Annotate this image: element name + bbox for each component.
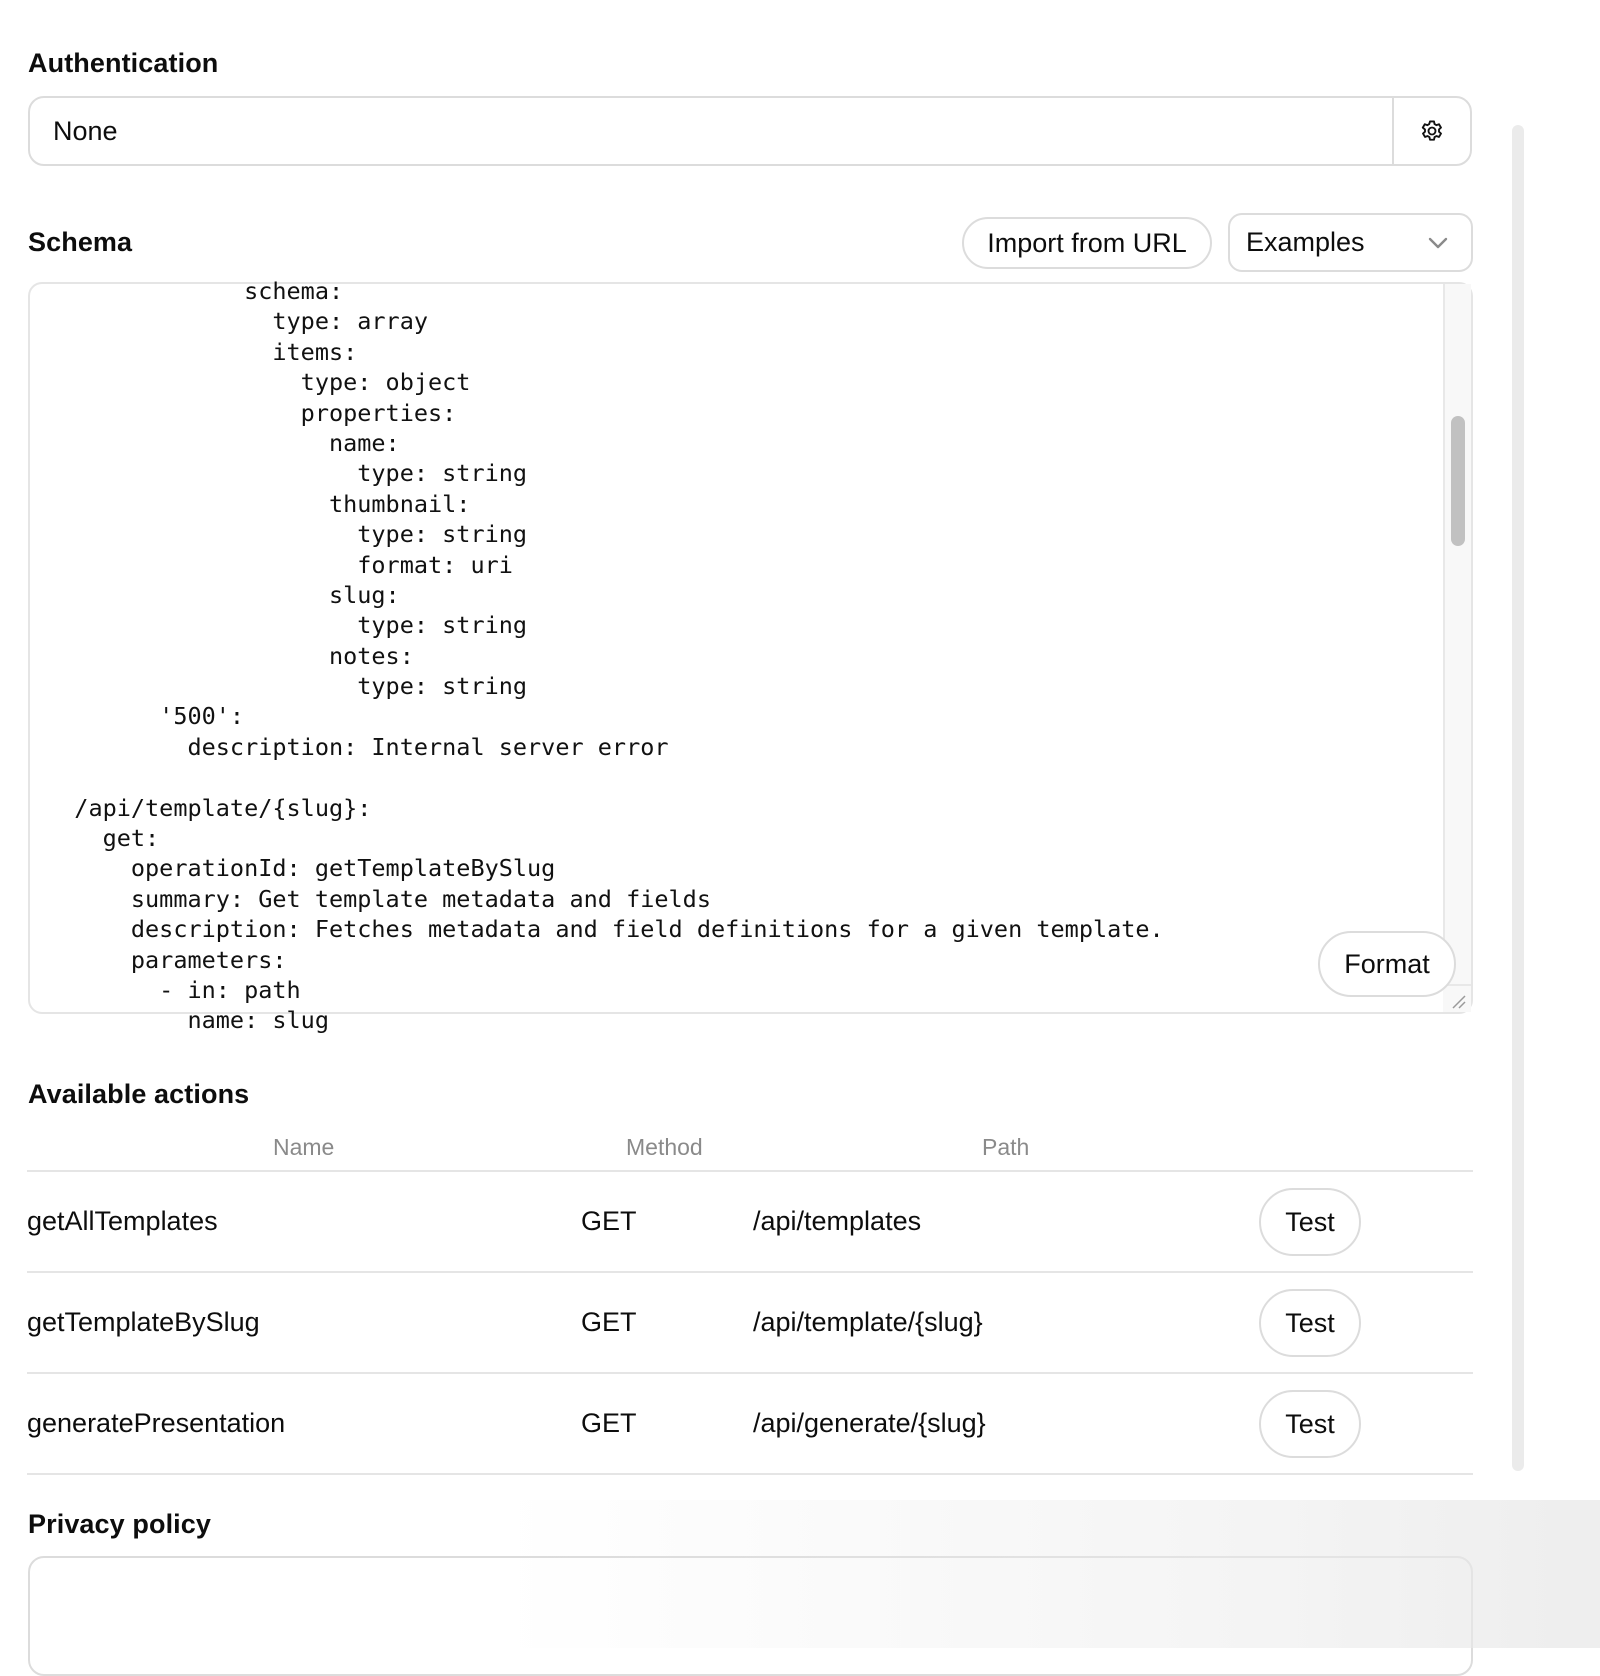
code-line: description: Fetches metadata and field definitions for a given template. (46, 915, 1164, 944)
code-line: properties: (46, 398, 457, 427)
actions-table (27, 1128, 1473, 1475)
chevron-down-icon (1427, 236, 1449, 250)
test-button[interactable]: Test (1259, 1390, 1361, 1458)
code-line: get: (46, 824, 160, 853)
code-line: notes: (46, 641, 414, 670)
code-line: name: slug (46, 1006, 329, 1035)
code-line: type: string (46, 672, 528, 701)
code-line: type: array (46, 307, 429, 336)
examples-dropdown-value: Examples (1246, 227, 1365, 257)
schema-title: Schema (28, 227, 133, 257)
authentication-title: Authentication (28, 48, 219, 78)
code-line: schema: (46, 277, 344, 305)
action-method: GET (581, 1408, 637, 1438)
code-line: slug: (46, 580, 400, 609)
available-actions-title: Available actions (28, 1079, 250, 1109)
table-row (27, 1374, 1473, 1475)
action-path: /api/generate/{slug} (753, 1408, 986, 1438)
table-row (27, 1172, 1473, 1273)
code-line: format: uri (46, 550, 513, 579)
privacy-policy-input[interactable] (28, 1556, 1473, 1676)
page-scrollbar[interactable] (1512, 125, 1524, 1471)
action-method: GET (581, 1206, 637, 1236)
action-method: GET (581, 1307, 637, 1337)
action-path: /api/template/{slug} (753, 1307, 983, 1337)
authentication-settings-button[interactable] (1392, 98, 1470, 164)
format-button[interactable]: Format (1318, 931, 1456, 997)
code-line: summary: Get template metadata and fields (46, 884, 711, 913)
authentication-select[interactable]: None (53, 115, 118, 146)
resize-handle[interactable] (1443, 984, 1471, 1012)
code-line: operationId: getTemplateBySlug (46, 854, 556, 883)
gear-icon (1418, 117, 1446, 145)
code-line: - in: path (46, 975, 301, 1004)
code-line: thumbnail: (46, 489, 471, 518)
code-line: type: string (46, 520, 528, 549)
code-line: type: string (46, 611, 528, 640)
editor-scroll-thumb[interactable] (1451, 416, 1465, 546)
code-line: /api/template/{slug}: (46, 793, 372, 822)
resize-grip-icon (1443, 986, 1469, 1012)
examples-dropdown[interactable] (1228, 213, 1473, 272)
code-line: name: (46, 428, 400, 457)
code-line: type: object (46, 368, 471, 397)
authentication-field (28, 96, 1472, 166)
editor-scrollbar[interactable] (1443, 284, 1471, 1012)
column-header-path: Path (982, 1134, 1030, 1160)
schema-editor[interactable] (28, 277, 1473, 1035)
code-line: items: (46, 337, 358, 366)
action-name: getAllTemplates (27, 1206, 218, 1236)
test-button[interactable]: Test (1259, 1289, 1361, 1357)
column-header-name: Name (273, 1134, 335, 1160)
schema-code[interactable] (30, 276, 1441, 1036)
code-line: parameters: (46, 945, 287, 974)
table-row (27, 1273, 1473, 1374)
column-header-method: Method (626, 1134, 703, 1160)
action-name: getTemplateBySlug (27, 1307, 260, 1337)
privacy-policy-title: Privacy policy (28, 1509, 212, 1539)
code-line: description: Internal server error (46, 732, 669, 761)
action-path: /api/templates (753, 1206, 922, 1236)
code-line (46, 762, 1441, 792)
import-from-url-button[interactable]: Import from URL (962, 217, 1212, 269)
code-line: type: string (46, 459, 528, 488)
test-button[interactable]: Test (1259, 1188, 1361, 1256)
code-line: '500': (46, 702, 245, 731)
table-header (27, 1128, 1473, 1172)
action-name: generatePresentation (27, 1408, 286, 1438)
